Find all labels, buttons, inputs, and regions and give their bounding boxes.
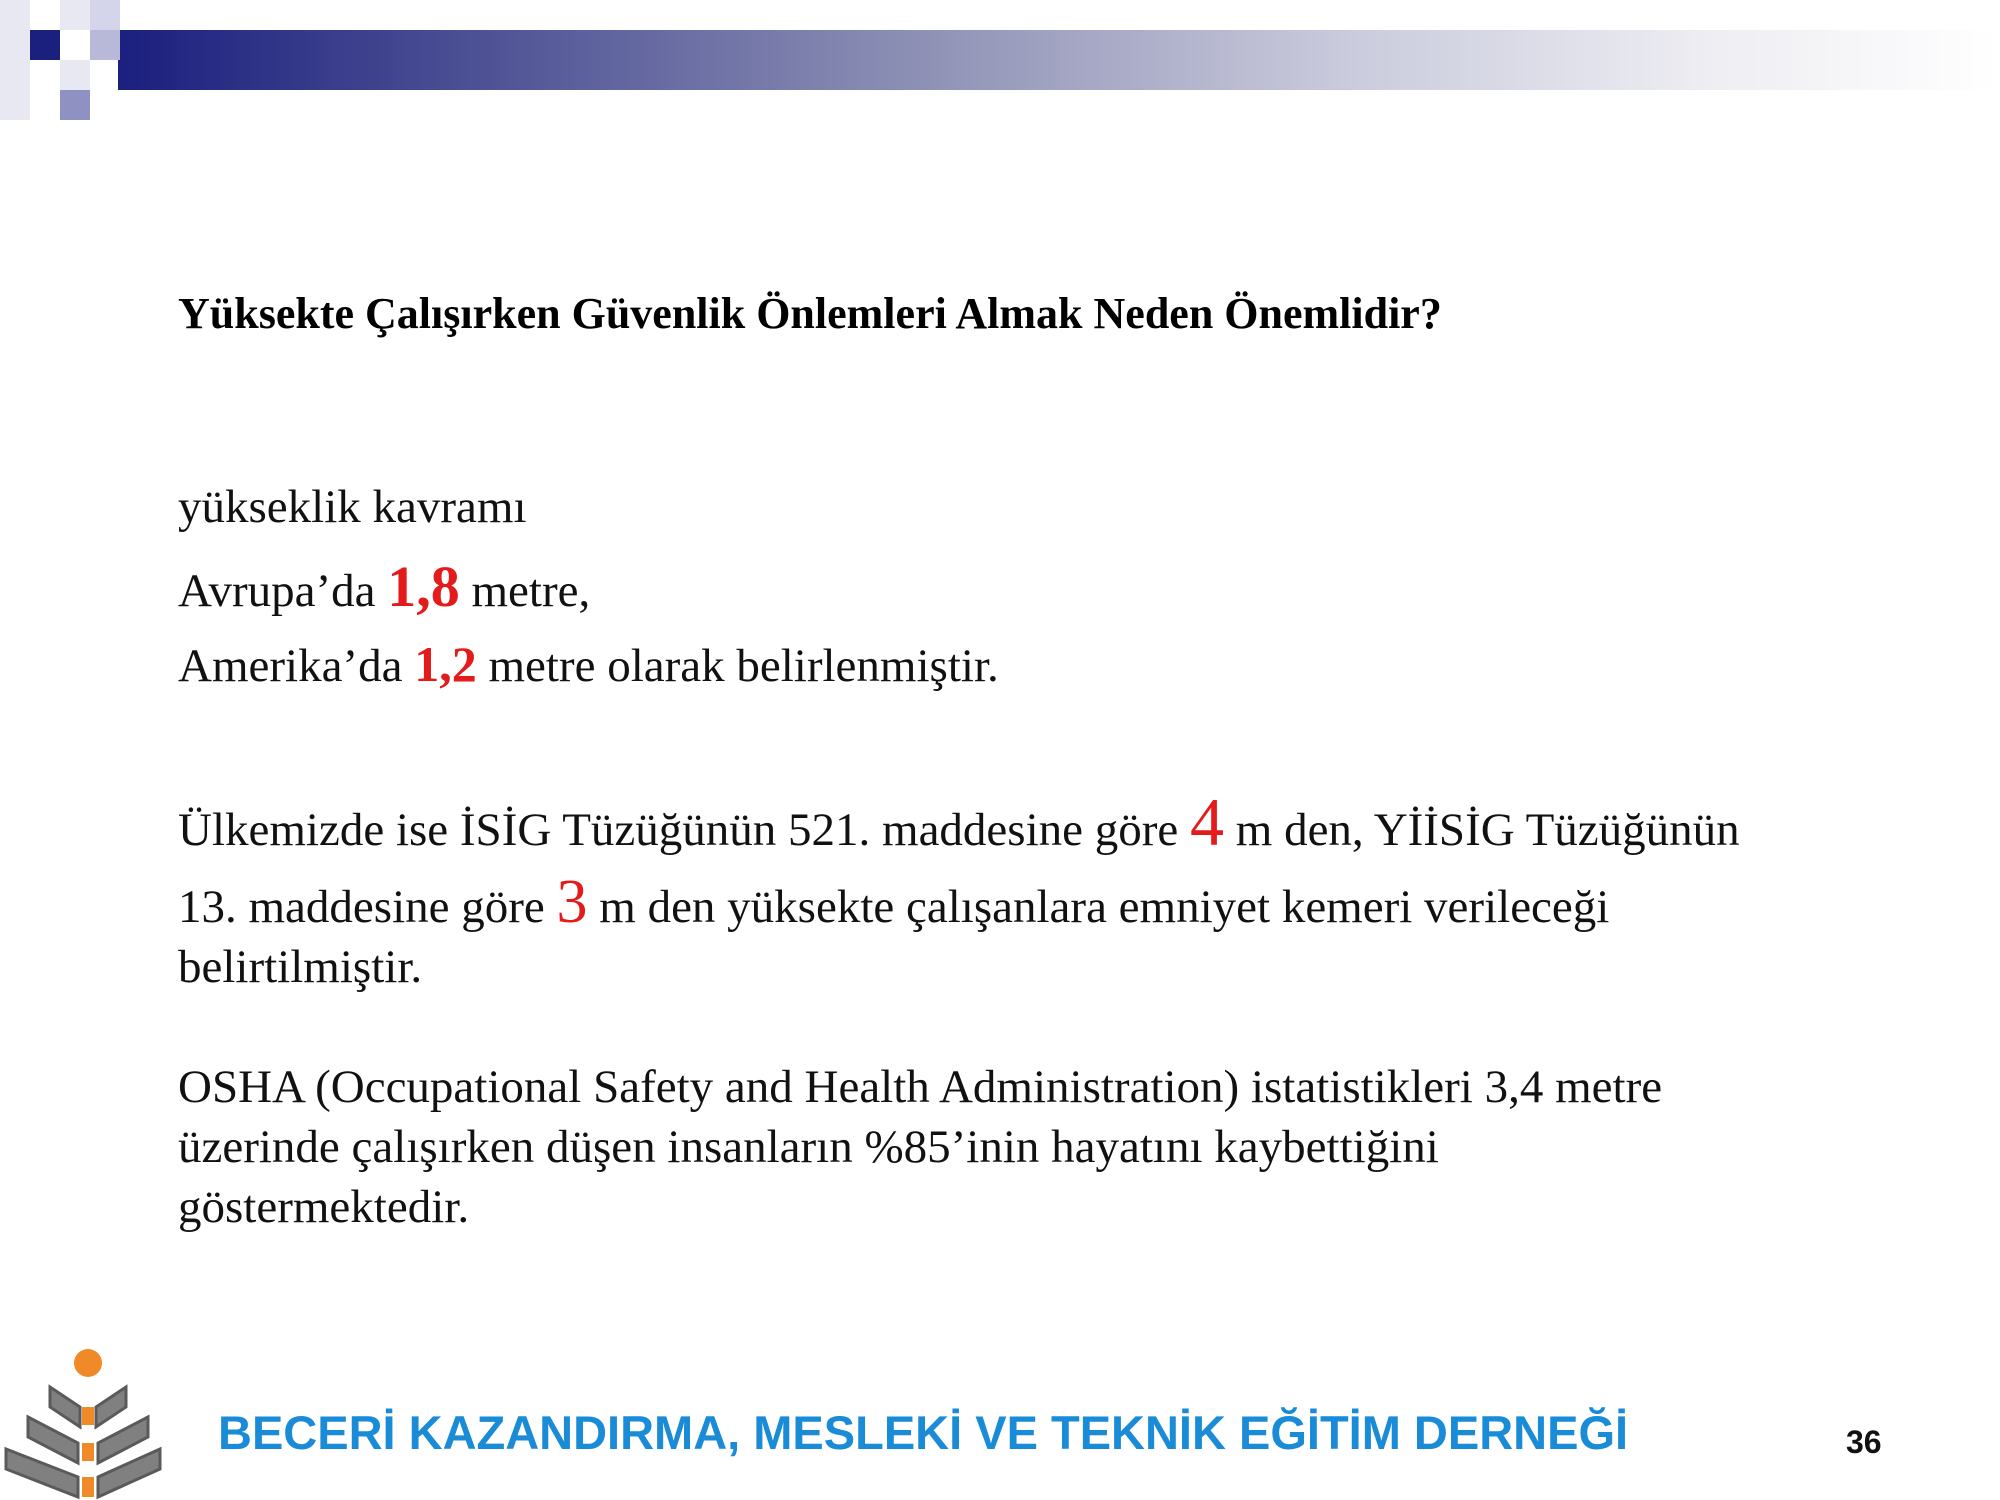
- turkey-line3: belirtilmiştir.: [178, 941, 423, 993]
- logo-leaf-left-top: [50, 1387, 80, 1427]
- europe-prefix: Avrupa’da: [178, 565, 388, 617]
- slide-title: Yüksekte Çalışırken Güvenlik Önlemleri Almak Neden Önemlidir?: [178, 289, 1442, 338]
- intro-text: [178, 482, 527, 534]
- osha-line-3: [178, 1182, 469, 1234]
- header-square-mid: [60, 90, 90, 120]
- logo-leaf-right-top: [96, 1387, 126, 1427]
- header-square-mid: [90, 30, 120, 60]
- header-square-navy: [30, 30, 60, 60]
- logo-leaf-left-mid: [28, 1417, 78, 1463]
- europe-value: 1,8: [387, 554, 460, 619]
- intro-label: yükseklik kavramı: [178, 481, 527, 533]
- america-suffix: metre olarak belirlenmiştir.: [476, 640, 999, 692]
- logo-leaf-right-mid: [98, 1417, 148, 1463]
- turkey-line1-suffix: m den, YİİSİG Tüzüğünün: [1224, 804, 1740, 856]
- osha-line-1: [178, 1062, 1662, 1114]
- europe-line: [178, 555, 590, 619]
- turkey-line1-prefix: Ülkemizde ise İSİG Tüzüğünün 521. maddesine göre: [178, 804, 1191, 856]
- osha-line2-text: üzerinde çalışırken düşen insanların %85’inin hayatını kaybettiğini: [178, 1121, 1439, 1173]
- osha-line-2: [178, 1122, 1439, 1174]
- logo-stem-segment: [82, 1407, 94, 1425]
- header-square-light: [90, 0, 120, 30]
- turkey-line2-suffix: m den yüksekte çalışanlara emniyet kemeri verileceği: [587, 881, 1610, 933]
- turkey-value-4: 4: [1190, 784, 1225, 860]
- america-prefix: Amerika’da: [178, 640, 415, 692]
- america-value: 1,2: [414, 636, 477, 692]
- header-square-light: [0, 0, 30, 120]
- osha-line1-text: OSHA (Occupational Safety and Health Administration) istatistikleri 3,4 metre: [178, 1061, 1663, 1113]
- header-gradient-bar: [118, 30, 2000, 90]
- organization-logo-icon: [0, 1345, 165, 1500]
- logo-stem-segment: [82, 1443, 94, 1461]
- logo-sun-icon: [74, 1349, 102, 1377]
- page-number: 36: [1846, 1424, 1882, 1460]
- turkey-line-1: [178, 785, 1740, 860]
- header-square-light: [60, 0, 90, 30]
- header-square-light: [60, 60, 90, 90]
- turkey-line-2: [178, 868, 1609, 936]
- footer-organization-name: BECERİ KAZANDIRMA, MESLEKİ VE TEKNİK EĞİTİM DERNEĞİ: [218, 1406, 1629, 1459]
- logo-stem-segment: [82, 1477, 94, 1497]
- turkey-line-3: [178, 942, 422, 994]
- turkey-line2-prefix: 13. maddesine göre: [178, 881, 557, 933]
- america-line: [178, 637, 999, 693]
- europe-suffix: metre,: [459, 565, 591, 617]
- osha-line3-text: göstermektedir.: [178, 1181, 470, 1233]
- turkey-value-3: 3: [556, 868, 588, 936]
